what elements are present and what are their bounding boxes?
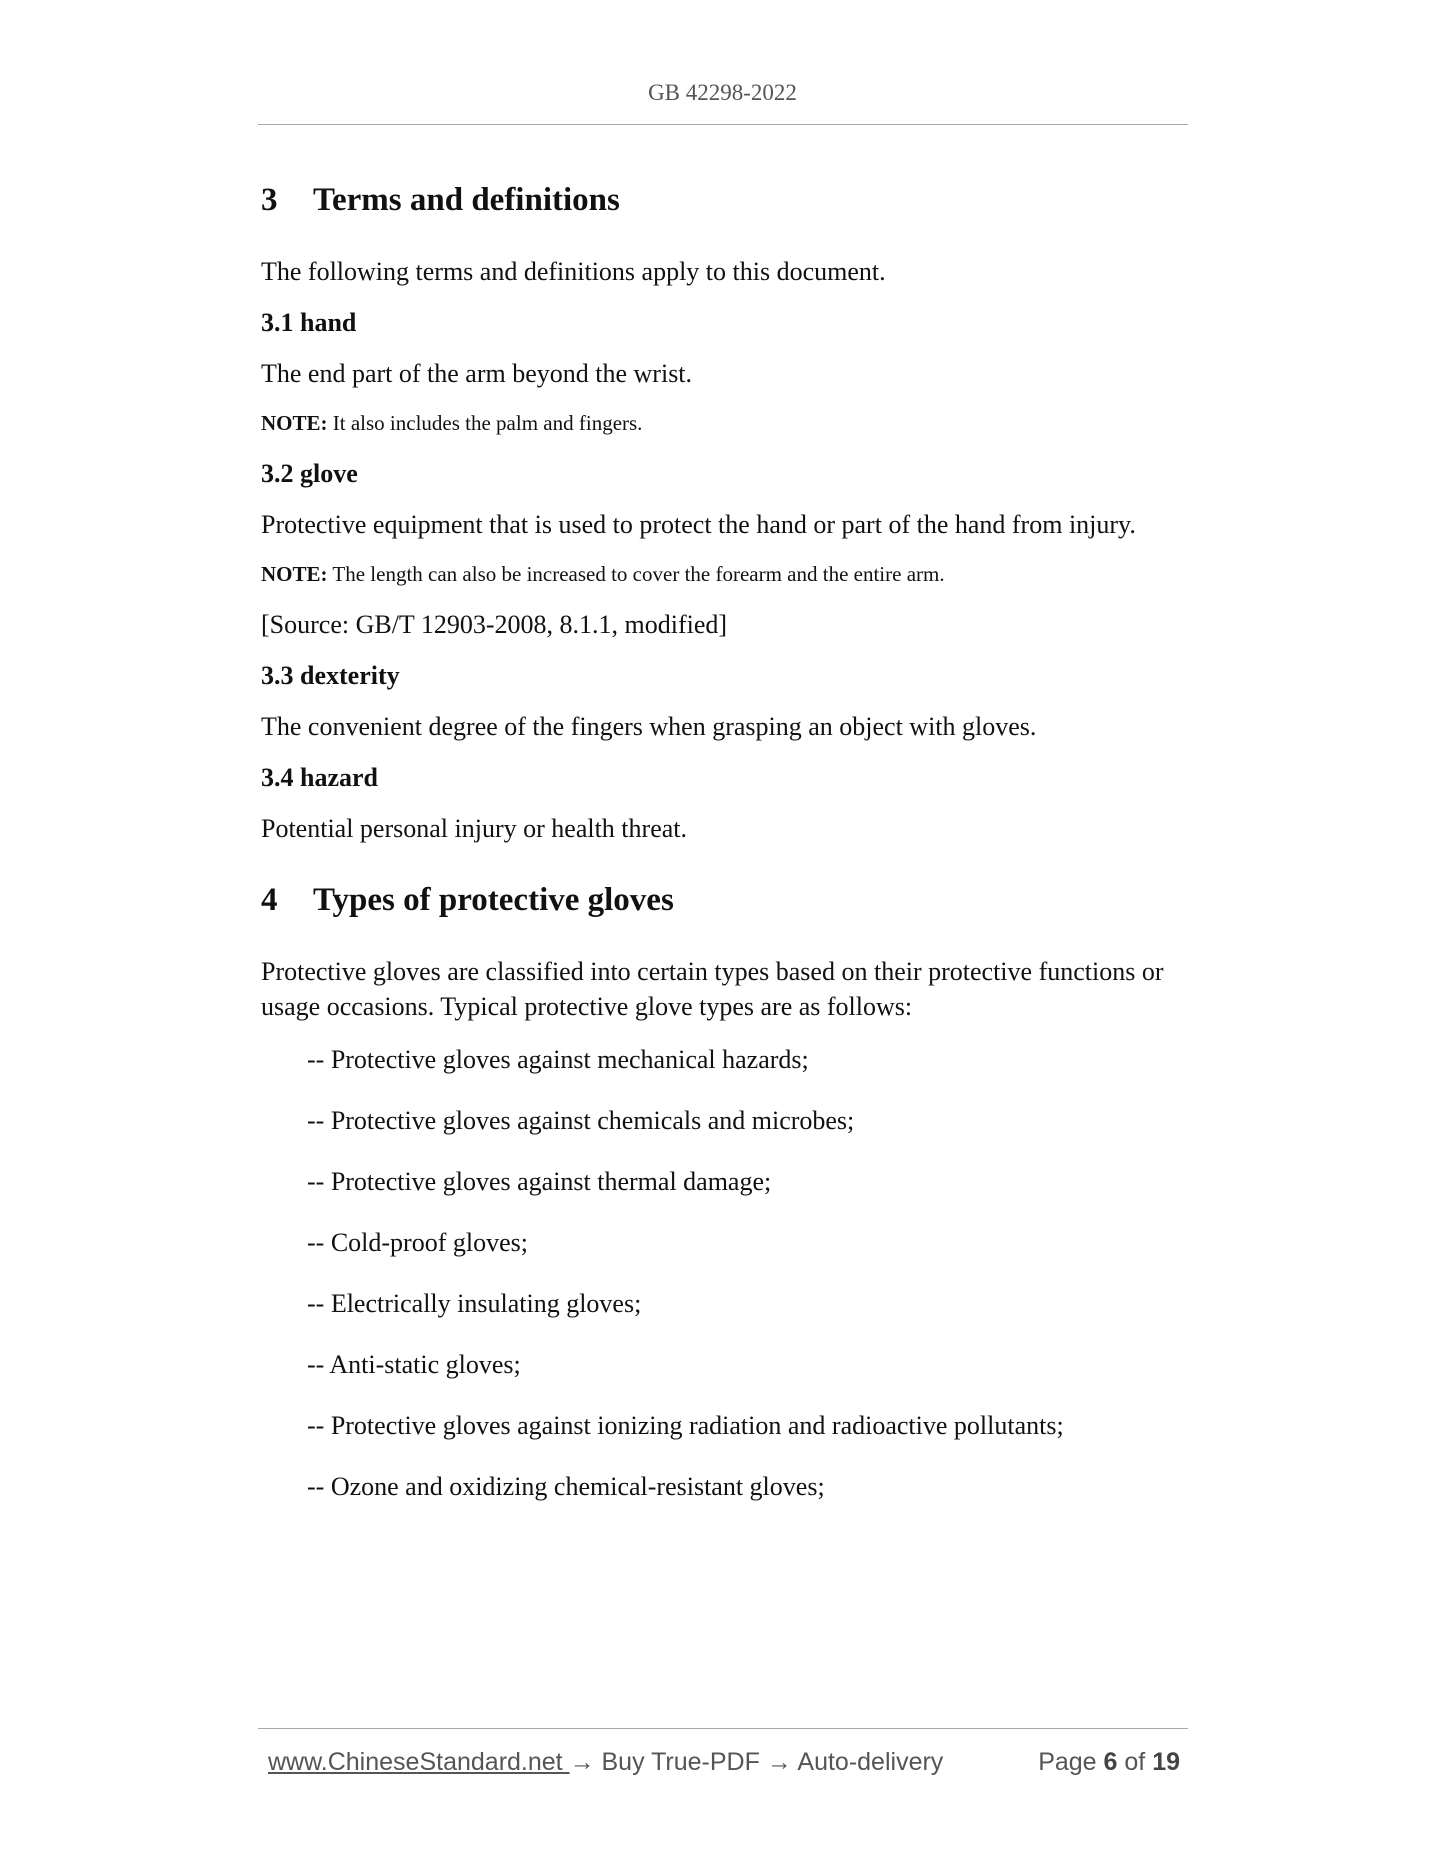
glove-type-item: -- Protective gloves against thermal damage; [307, 1167, 772, 1196]
section-3-title: Terms and definitions [313, 182, 620, 218]
header-doc-id: GB 42298-2022 [648, 80, 797, 105]
page-footer [268, 1742, 1180, 1782]
page-indicator [1038, 1742, 1180, 1782]
auto-delivery-text: Auto-delivery [791, 1748, 944, 1776]
arrow-right-icon: → [766, 1748, 792, 1776]
glove-type-item: -- Protective gloves against chemicals and microbes; [307, 1106, 855, 1135]
buy-true-pdf-text: Buy True-PDF [594, 1748, 767, 1776]
term-3-1-note [261, 408, 1191, 438]
arrow-right-icon: → [569, 1748, 595, 1776]
glove-type-item: -- Anti-static gloves; [307, 1350, 521, 1379]
page-total: 19 [1152, 1748, 1180, 1776]
term-3-2-source: [Source: GB/T 12903-2008, 8.1.1, modified] [261, 610, 728, 639]
site-link[interactable]: www.ChineseStandard.net [268, 1748, 570, 1776]
glove-type-item: -- Cold-proof gloves; [307, 1228, 528, 1257]
term-3-1-definition: The end part of the arm beyond the wrist. [261, 359, 693, 388]
section-4-title: Types of protective gloves [313, 882, 674, 918]
page-label: Page [1038, 1748, 1104, 1776]
section-4-number: 4 [261, 882, 278, 918]
term-3-2-definition: Protective equipment that is used to protect the hand or part of the hand from injury. [261, 510, 1136, 539]
footer-divider [258, 1728, 1188, 1729]
page-body [261, 178, 1191, 1504]
glove-type-item: -- Ozone and oxidizing chemical-resistant gloves; [307, 1472, 825, 1501]
term-3-2-note [261, 559, 1191, 589]
term-3-1-heading: 3.1 hand [261, 308, 357, 337]
page-number: 6 [1103, 1748, 1118, 1776]
section-3-number: 3 [261, 182, 278, 218]
glove-type-item: -- Protective gloves against mechanical hazards; [307, 1045, 809, 1074]
term-3-2-heading: 3.2 glove [261, 459, 358, 488]
glove-type-item: -- Electrically insulating gloves; [307, 1289, 642, 1318]
section-3-intro: The following terms and definitions apply to this document. [261, 257, 886, 286]
section-4-heading [261, 878, 1191, 922]
section-4-intro: Protective gloves are classified into certain types based on their protective functions or usage occasions. Typical protective glove types are as follows: [261, 957, 1164, 1021]
glove-type-item: -- Protective gloves against ionizing radiation and radioactive pollutants; [307, 1411, 1064, 1440]
note-label: NOTE: [261, 411, 328, 435]
term-3-4-heading: 3.4 hazard [261, 763, 378, 792]
term-3-3-heading: 3.3 dexterity [261, 661, 400, 690]
term-3-4-definition: Potential personal injury or health threat. [261, 814, 687, 843]
of-label: of [1117, 1748, 1153, 1776]
header-divider [258, 124, 1188, 125]
note-text: The length can also be increased to cover the forearm and the entire arm. [327, 562, 945, 586]
note-label: NOTE: [261, 562, 328, 586]
section-3-heading [261, 178, 1191, 222]
term-3-3-definition: The convenient degree of the fingers when grasping an object with gloves. [261, 712, 1037, 741]
note-text: It also includes the palm and fingers. [327, 411, 643, 435]
